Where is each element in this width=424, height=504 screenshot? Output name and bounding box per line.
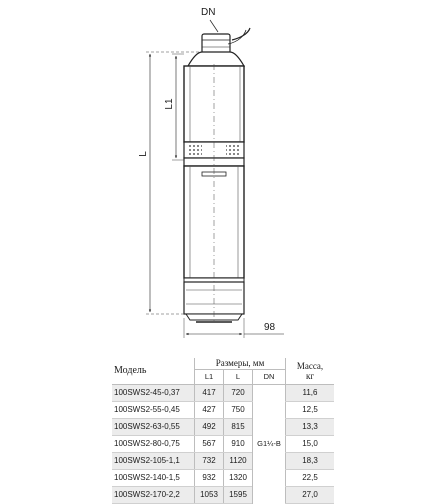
header-mass-line2: кг <box>305 371 315 381</box>
header-l: L <box>224 370 253 385</box>
cell-l1: 417 <box>195 385 224 402</box>
cell-model: 100SWS2-63-0,55 <box>112 419 195 436</box>
table-row <box>112 487 334 504</box>
cell-l1: 732 <box>195 453 224 470</box>
cell-model: 100SWS2-105-1,1 <box>112 453 195 470</box>
cell-mass: 22,5 <box>286 470 335 487</box>
table-row <box>112 402 334 419</box>
cell-l1: 427 <box>195 402 224 419</box>
l-label: L <box>138 151 149 157</box>
cell-mass: 27,0 <box>286 487 335 504</box>
cell-l: 720 <box>224 385 253 402</box>
l1-label: L1 <box>164 98 175 110</box>
table-row <box>112 453 334 470</box>
cell-mass: 15,0 <box>286 436 335 453</box>
width-label: 98 <box>264 322 276 333</box>
dimension-l1 <box>164 54 184 160</box>
header-mass-line1: Масса, <box>296 361 324 371</box>
cell-l: 1595 <box>224 487 253 504</box>
cell-model: 100SWS2-140-1,5 <box>112 470 195 487</box>
cell-model: 100SWS2-170-2,2 <box>112 487 195 504</box>
cell-mass: 13,3 <box>286 419 335 436</box>
cell-l1: 1053 <box>195 487 224 504</box>
cell-l: 910 <box>224 436 253 453</box>
cell-mass: 12,5 <box>286 402 335 419</box>
cell-l1: 492 <box>195 419 224 436</box>
cell-l: 750 <box>224 402 253 419</box>
dimension-width <box>184 318 284 338</box>
header-l1: L1 <box>195 370 224 385</box>
cell-model: 100SWS2-55-0,45 <box>112 402 195 419</box>
header-model: Модель <box>112 358 195 385</box>
table-row <box>112 385 334 402</box>
cell-mass: 18,3 <box>286 453 335 470</box>
cell-dn: G1¼-B <box>253 385 286 504</box>
pump-head <box>188 52 244 66</box>
cell-l: 815 <box>224 419 253 436</box>
outlet-nozzle <box>202 34 230 54</box>
cell-mass: 11,6 <box>286 385 335 402</box>
cell-l: 1120 <box>224 453 253 470</box>
cell-l: 1320 <box>224 470 253 487</box>
table-row <box>112 436 334 453</box>
cell-model: 100SWS2-45-0,37 <box>112 385 195 402</box>
table-row <box>112 419 334 436</box>
header-mass <box>286 358 335 385</box>
spec-table <box>112 358 334 504</box>
header-sizes: Размеры, мм <box>195 358 286 370</box>
dn-leader <box>210 20 218 32</box>
header-dn: DN <box>253 370 286 385</box>
cell-l1: 567 <box>195 436 224 453</box>
cell-l1: 932 <box>195 470 224 487</box>
dn-label: DN <box>201 7 216 18</box>
cell-model: 100SWS2-80-0,75 <box>112 436 195 453</box>
table-row <box>112 470 334 487</box>
